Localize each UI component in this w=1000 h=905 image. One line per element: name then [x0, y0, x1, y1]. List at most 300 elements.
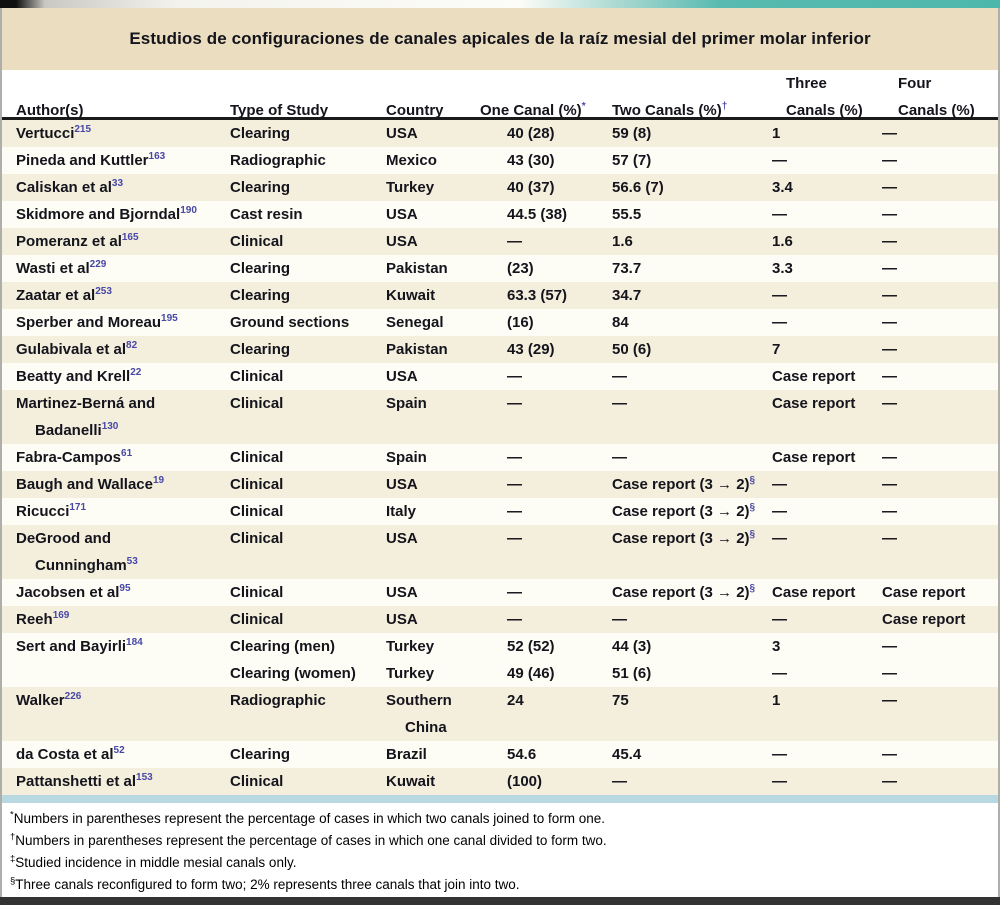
cell-author — [16, 741, 230, 768]
cell-line: — — [882, 368, 897, 385]
table-row — [2, 147, 998, 174]
cell-one — [480, 498, 612, 525]
cell-two — [612, 687, 772, 741]
cell-line: da Costa et al$^{52}$ — [16, 745, 125, 763]
cell-line: Clinical — [230, 503, 284, 520]
footnote-symbol: ‡ — [10, 853, 16, 865]
cell-line: 43 (29) — [507, 341, 555, 358]
cell-line: Pattanshetti et al$^{153}$ — [16, 772, 153, 790]
cell-line: Pakistan — [386, 341, 448, 358]
cell-one — [480, 741, 612, 768]
cell-line: — — [772, 665, 787, 682]
table-row — [2, 309, 998, 336]
cell-line: Clearing (men) — [230, 638, 336, 655]
cell-line: Clinical — [230, 449, 284, 466]
cell-line: Martinez-Berná and — [16, 395, 156, 412]
cell-country — [386, 363, 480, 390]
cell-type — [230, 147, 386, 174]
cell-line: — — [772, 611, 787, 628]
cell-line: Turkey — [386, 638, 435, 655]
cell-author — [16, 471, 230, 498]
reference-superscript: 169 — [52, 610, 70, 621]
cell-country — [386, 309, 480, 336]
cell-one — [480, 768, 612, 795]
cell-line: Case report (3 → 2)§ — [612, 475, 756, 493]
cell-line: Southern — [386, 692, 452, 709]
cell-author — [16, 633, 230, 687]
cell-line: — — [882, 530, 897, 547]
cell-line: — — [772, 530, 787, 547]
cell-one — [480, 228, 612, 255]
cell-three — [772, 579, 882, 606]
cell-line: 63.3 (57) — [507, 287, 568, 304]
cell-line: 57 (7) — [612, 152, 652, 169]
cell-line: — — [507, 395, 522, 412]
cell-two — [612, 498, 772, 525]
cell-line: — — [772, 503, 787, 520]
cell-one — [480, 633, 612, 687]
table-body — [2, 120, 998, 795]
cell-line: Clearing — [230, 179, 291, 196]
cell-country — [386, 525, 480, 579]
cell-line: — — [882, 341, 897, 358]
cell-line: USA — [386, 233, 418, 250]
cell-line: Two Canals (%)† — [612, 101, 728, 119]
cell-author — [16, 201, 230, 228]
cell-line: — — [772, 152, 787, 169]
cell-line: Mexico — [386, 152, 437, 169]
cell-type — [230, 120, 386, 147]
cell-two — [612, 471, 772, 498]
cell-line: — — [772, 314, 787, 331]
cell-line: China — [405, 719, 447, 736]
cell-type — [230, 768, 386, 795]
cell-line: Clinical — [230, 233, 284, 250]
reference-superscript: 165 — [121, 232, 139, 243]
footnote-separator-bar — [2, 795, 998, 803]
cell-one — [480, 390, 612, 444]
cell-three — [772, 687, 882, 741]
cell-line: Case report (3 → 2)§ — [612, 502, 756, 520]
cell-type — [230, 201, 386, 228]
column-header — [772, 70, 882, 124]
cell-line: — — [507, 233, 522, 250]
cell-line: Four — [898, 75, 932, 92]
cell-four — [882, 525, 998, 579]
footnote-symbol: * — [10, 809, 14, 821]
cell-three — [772, 768, 882, 795]
cell-three — [772, 228, 882, 255]
cell-one — [480, 444, 612, 471]
cell-line: 1 — [772, 692, 781, 709]
table-row — [2, 120, 998, 147]
cell-four — [882, 471, 998, 498]
cell-line: USA — [386, 611, 418, 628]
cell-line: USA — [386, 584, 418, 601]
cell-line: Caliskan et al$^{33}$ — [16, 178, 124, 196]
cell-line: — — [507, 476, 522, 493]
cell-type — [230, 255, 386, 282]
cell-line: 1.6 — [772, 233, 793, 250]
cell-line: — — [772, 287, 787, 304]
cell-line: 51 (6) — [612, 665, 652, 682]
cell-country — [386, 741, 480, 768]
cell-line: Canals (%) — [786, 102, 863, 119]
cell-line: 44.5 (38) — [507, 206, 568, 223]
cell-three — [772, 498, 882, 525]
cell-line: 40 (37) — [507, 179, 555, 196]
reference-superscript: 53 — [126, 556, 138, 567]
reference-superscript: 61 — [121, 448, 133, 459]
cell-country — [386, 201, 480, 228]
cell-type — [230, 309, 386, 336]
cell-line: 24 — [507, 692, 524, 709]
cell-type — [230, 579, 386, 606]
cell-line: — — [882, 395, 897, 412]
cell-line: Case report (3 → 2)§ — [612, 529, 756, 547]
cell-two — [612, 768, 772, 795]
cell-two — [612, 336, 772, 363]
cell-line: One Canal (%)* — [480, 101, 586, 119]
cell-type — [230, 282, 386, 309]
reference-superscript: 226 — [64, 691, 82, 702]
cell-line: 49 (46) — [507, 665, 555, 682]
footnote: §Three canals reconfigured to form two; 2% represents three canals that join into two. — [10, 875, 520, 892]
cell-two — [612, 282, 772, 309]
cell-line: Radiographic — [230, 152, 326, 169]
cell-three — [772, 255, 882, 282]
reference-superscript: 153 — [136, 772, 153, 783]
cell-one — [480, 255, 612, 282]
table-row — [2, 336, 998, 363]
reference-superscript: * — [581, 101, 586, 112]
cell-country — [386, 282, 480, 309]
cell-four — [882, 363, 998, 390]
cell-type — [230, 228, 386, 255]
cell-country — [386, 606, 480, 633]
cell-line: Fabra-Campos$^{61}$ — [16, 448, 133, 466]
cell-two — [612, 228, 772, 255]
cell-three — [772, 363, 882, 390]
cell-line: Kuwait — [386, 773, 436, 790]
cell-line: 34.7 — [612, 287, 642, 304]
cell-line: — — [882, 287, 897, 304]
cell-type — [230, 633, 386, 687]
reference-superscript: 195 — [161, 313, 178, 324]
cell-type — [230, 606, 386, 633]
cell-line: Radiographic — [230, 692, 326, 709]
table-frame — [0, 8, 1000, 897]
cell-country — [386, 498, 480, 525]
cell-line: USA — [386, 125, 418, 142]
cell-line: Reeh$^{169}$ — [16, 610, 70, 628]
cell-line: Country — [386, 102, 444, 119]
cell-line: — — [882, 314, 897, 331]
cell-one — [480, 336, 612, 363]
cell-three — [772, 525, 882, 579]
cell-two — [612, 390, 772, 444]
cell-three — [772, 336, 882, 363]
reference-superscript: 19 — [152, 475, 165, 486]
cell-line: 59 (8) — [612, 125, 652, 142]
cell-author — [16, 525, 230, 579]
cell-four — [882, 687, 998, 741]
cell-type — [230, 687, 386, 741]
cell-author — [16, 147, 230, 174]
cell-line: 52 (52) — [507, 638, 555, 655]
reference-superscript: 171 — [69, 502, 87, 513]
cell-two — [612, 363, 772, 390]
cell-line: Cast resin — [230, 206, 303, 223]
footnote-symbol: § — [10, 875, 16, 887]
cell-author — [16, 606, 230, 633]
footnote-marker: § — [749, 475, 756, 486]
cell-line: Clearing — [230, 746, 291, 763]
cell-four — [882, 606, 998, 633]
cell-three — [772, 201, 882, 228]
cell-one — [480, 606, 612, 633]
cell-country — [386, 120, 480, 147]
footnotes-section — [2, 803, 998, 897]
cell-line: — — [507, 530, 522, 547]
cell-line: 56.6 (7) — [612, 179, 664, 196]
cell-author — [16, 282, 230, 309]
top-gradient-bar — [0, 0, 1000, 8]
table-row — [2, 606, 998, 633]
cell-line: Sert and Bayirli$^{184}$ — [16, 637, 143, 655]
column-header — [882, 70, 998, 124]
cell-author — [16, 363, 230, 390]
cell-type — [230, 336, 386, 363]
title-band — [2, 8, 998, 70]
cell-line: Gulabivala et al$^{82}$ — [16, 340, 138, 358]
cell-line: Walker$^{226}$ — [16, 691, 82, 709]
cell-line: 7 — [772, 341, 781, 358]
cell-country — [386, 255, 480, 282]
cell-type — [230, 498, 386, 525]
cell-type — [230, 444, 386, 471]
cell-three — [772, 471, 882, 498]
reference-superscript: 22 — [130, 367, 142, 378]
reference-superscript: 190 — [180, 205, 197, 216]
cell-four — [882, 174, 998, 201]
cell-country — [386, 633, 480, 687]
cell-line: 84 — [612, 314, 629, 331]
cell-type — [230, 525, 386, 579]
cell-line: Clearing — [230, 125, 291, 142]
cell-line: 1.6 — [612, 233, 633, 250]
cell-line: Vertucci$^{215}$ — [16, 124, 92, 142]
cell-author — [16, 444, 230, 471]
table-row — [2, 201, 998, 228]
footnote-symbol: † — [10, 831, 16, 843]
cell-line: — — [882, 476, 897, 493]
cell-author — [16, 174, 230, 201]
cell-four — [882, 147, 998, 174]
cell-two — [612, 120, 772, 147]
cell-country — [386, 228, 480, 255]
cell-line: Three — [786, 75, 827, 92]
cell-one — [480, 201, 612, 228]
cell-line: (23) — [507, 260, 534, 277]
cell-line: Jacobsen et al$^{95}$ — [16, 583, 131, 601]
cell-line: Sperber and Moreau$^{195}$ — [16, 313, 178, 331]
cell-three — [772, 120, 882, 147]
table-row — [2, 471, 998, 498]
bottom-bar — [0, 897, 1000, 905]
cell-one — [480, 120, 612, 147]
cell-line: Clinical — [230, 476, 284, 493]
cell-four — [882, 228, 998, 255]
cell-line: — — [882, 503, 897, 520]
cell-line: — — [507, 584, 522, 601]
cell-two — [612, 147, 772, 174]
cell-line: Type of Study — [230, 102, 329, 119]
cell-country — [386, 147, 480, 174]
table-row — [2, 282, 998, 309]
table-row — [2, 741, 998, 768]
cell-three — [772, 633, 882, 687]
cell-line: Beatty and Krell$^{22}$ — [16, 367, 142, 385]
cell-author — [16, 255, 230, 282]
cell-line: Skidmore and Bjorndal$^{190}$ — [16, 205, 197, 223]
footnote-marker: § — [749, 502, 756, 513]
cell-country — [386, 336, 480, 363]
table-row — [2, 579, 998, 606]
cell-three — [772, 444, 882, 471]
cell-four — [882, 201, 998, 228]
cell-line: — — [882, 692, 897, 709]
cell-line: — — [882, 233, 897, 250]
cell-type — [230, 390, 386, 444]
cell-line: 3 — [772, 638, 781, 655]
cell-line: Baugh and Wallace$^{19}$ — [16, 475, 165, 493]
cell-two — [612, 606, 772, 633]
cell-four — [882, 768, 998, 795]
table-row — [2, 228, 998, 255]
cell-line: 55.5 — [612, 206, 642, 223]
cell-line: 73.7 — [612, 260, 642, 277]
cell-author — [16, 309, 230, 336]
reference-superscript: 253 — [95, 286, 112, 297]
reference-superscript: † — [721, 101, 728, 112]
cell-line: Italy — [386, 503, 417, 520]
cell-author — [16, 336, 230, 363]
cell-line: — — [612, 773, 627, 790]
cell-line: — — [882, 206, 897, 223]
cell-line: Pomeranz et al$^{165}$ — [16, 232, 139, 250]
cell-line: Clinical — [230, 584, 284, 601]
cell-line: Ricucci$^{171}$ — [16, 502, 87, 520]
cell-two — [612, 579, 772, 606]
cell-line: Senegal — [386, 314, 444, 331]
header-row — [2, 70, 998, 117]
cell-two — [612, 525, 772, 579]
cell-line: Clinical — [230, 395, 284, 412]
footnote: *Numbers in parentheses represent the percentage of cases in which two canals joined to form one. — [10, 809, 606, 826]
table-row — [2, 444, 998, 471]
cell-three — [772, 174, 882, 201]
cell-line: Case report (3 → 2)§ — [612, 583, 756, 601]
cell-author — [16, 687, 230, 741]
cell-line: 44 (3) — [612, 638, 652, 655]
reference-superscript: 163 — [148, 151, 166, 162]
cell-line: Clearing — [230, 341, 291, 358]
cell-line: 50 (6) — [612, 341, 652, 358]
table-title: Estudios de configuraciones de canales apicales de la raíz mesial del primer molar inferior — [129, 29, 871, 48]
cell-line: — — [882, 449, 897, 466]
cell-one — [480, 174, 612, 201]
cell-line: — — [882, 665, 897, 682]
reference-superscript: 229 — [89, 259, 107, 270]
cell-line: — — [882, 152, 897, 169]
cell-line: 40 (28) — [507, 125, 555, 142]
cell-line: Badanelli$^{130}$ — [35, 421, 119, 439]
cell-line: USA — [386, 476, 418, 493]
cell-three — [772, 741, 882, 768]
cell-line: 1 — [772, 125, 781, 142]
cell-line: 3.4 — [772, 179, 793, 196]
cell-line: Clinical — [230, 611, 284, 628]
cell-line: — — [507, 611, 522, 628]
cell-one — [480, 282, 612, 309]
cell-line: Case report — [772, 584, 856, 601]
cell-four — [882, 633, 998, 687]
cell-one — [480, 309, 612, 336]
cell-country — [386, 444, 480, 471]
cell-line: — — [612, 611, 627, 628]
table-row — [2, 687, 998, 741]
table-row — [2, 525, 998, 579]
cell-one — [480, 525, 612, 579]
cell-line: — — [507, 503, 522, 520]
cell-two — [612, 741, 772, 768]
cell-two — [612, 174, 772, 201]
cell-line: Clearing — [230, 287, 291, 304]
cell-four — [882, 390, 998, 444]
cell-line: — — [772, 206, 787, 223]
cell-four — [882, 444, 998, 471]
cell-author — [16, 120, 230, 147]
table-row — [2, 255, 998, 282]
cell-line: Case report — [882, 611, 966, 628]
reference-superscript: 52 — [113, 745, 125, 756]
cell-line: Pakistan — [386, 260, 448, 277]
cell-three — [772, 606, 882, 633]
cell-country — [386, 390, 480, 444]
cell-line: Brazil — [386, 746, 427, 763]
cell-two — [612, 633, 772, 687]
cell-line: 75 — [612, 692, 629, 709]
cell-one — [480, 471, 612, 498]
footnote: ‡Studied incidence in middle mesial canals only. — [10, 853, 297, 870]
cell-line: Clinical — [230, 773, 284, 790]
reference-superscript: 82 — [126, 340, 138, 351]
cell-type — [230, 471, 386, 498]
cell-type — [230, 174, 386, 201]
cell-line: — — [612, 395, 627, 412]
cell-country — [386, 579, 480, 606]
cell-line: Spain — [386, 449, 427, 466]
cell-line: Kuwait — [386, 287, 436, 304]
cell-line: — — [612, 368, 627, 385]
cell-author — [16, 768, 230, 795]
cell-line: — — [882, 773, 897, 790]
table-row — [2, 498, 998, 525]
cell-line: Case report — [772, 368, 856, 385]
cell-line: 43 (30) — [507, 152, 555, 169]
cell-four — [882, 282, 998, 309]
